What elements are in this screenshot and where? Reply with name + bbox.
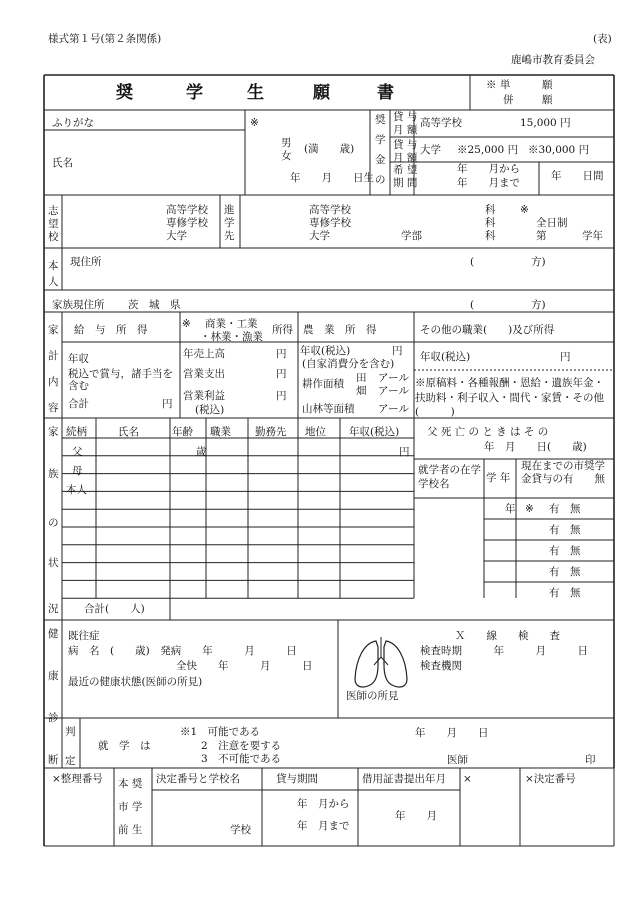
desired-period-label-b: 期 間	[393, 177, 418, 189]
farm-are-2: アール	[378, 385, 409, 397]
enrolled-head: 就学者の在学学校名	[418, 464, 481, 490]
person-label-1: 本	[48, 260, 59, 272]
address-label: 現住所	[70, 256, 102, 268]
loan-amount-label-1b: 月 額	[393, 124, 418, 136]
title-char: 願	[313, 83, 330, 103]
farm-upland: 畑	[356, 385, 367, 397]
aspiration-school-2: 専修学校	[166, 217, 208, 229]
family-address-direction: 方)	[531, 299, 546, 311]
yesno-1: 有 無	[549, 503, 581, 515]
birthdate: 年 月 日生	[290, 172, 374, 184]
decision-head: 決定番号と学校名	[156, 773, 240, 785]
salary-total: 合計	[68, 398, 89, 410]
univ-label: 大学	[420, 144, 441, 156]
faculty-label: 学部	[401, 230, 422, 242]
person-label-2: 人	[48, 276, 59, 288]
cert-head: 借用証書提出年月	[362, 773, 446, 785]
income-label-1: 家	[48, 324, 59, 336]
family-label-2: 族	[48, 468, 59, 480]
combined-label2: 願	[542, 94, 553, 106]
other-annual-yen: 円	[560, 351, 571, 363]
family-address-label: 家族現住所	[52, 299, 105, 311]
aspiration-label-3: 校	[48, 231, 59, 243]
aspiration-label-1: 志	[48, 205, 59, 217]
other-annual: 年収(税込)	[420, 351, 471, 363]
header-position: 地位	[305, 426, 326, 438]
age: (満 歳)	[304, 143, 355, 155]
aspiration-label-2: 望	[48, 218, 59, 230]
row-mother: 母	[72, 465, 83, 477]
period-head: 貸与期間	[276, 773, 318, 785]
seal-label: 印	[585, 754, 596, 766]
income-label-3: 内	[48, 376, 59, 388]
yesno-3: 有 無	[549, 545, 581, 557]
grade-suffix: 学年	[582, 230, 603, 242]
period-from: 年 月から	[457, 163, 520, 175]
sex-female: 女	[281, 150, 292, 162]
title-char: 学	[186, 83, 203, 103]
farm-annual-yen: 円	[392, 345, 403, 357]
recovered-line: 全快 年 月 日	[176, 660, 313, 672]
other-note: ※原稿料・各種報酬・恩給・遺族年金・扶助料・利子収入・間代・家賃・その他( )	[415, 377, 604, 419]
history-label: 既往症	[68, 630, 100, 642]
issuer: 鹿嶋市教育委員会	[511, 54, 595, 66]
address-paren: (	[470, 256, 475, 268]
aspiration-school-1: 高等学校	[166, 204, 208, 216]
father-death-date: 年 月 日( 歳)	[484, 441, 587, 453]
header-age: 年齢	[172, 426, 193, 438]
header-income: 年収(税込)	[349, 426, 400, 438]
furigana-label: ふりがな	[52, 117, 94, 129]
single-mark: ※ 単	[486, 79, 511, 91]
period-from: 年 月から	[297, 798, 350, 810]
farm-self: (自家消費分を含む)	[302, 358, 395, 370]
x-mark: ×	[463, 773, 472, 785]
salary-bonus: 税込で賞与，諸手当を含む	[68, 368, 173, 393]
family-total: 合計( 人)	[84, 603, 145, 615]
xray-label: Ｘ 線 検 査	[455, 630, 560, 642]
desired-period-label: 希 望	[393, 164, 418, 176]
title-char: 書	[377, 83, 394, 103]
header-workplace: 勤務先	[255, 426, 287, 438]
title-char: 奨	[116, 83, 133, 103]
scholar-label-3: 前 生	[118, 824, 143, 836]
star-mark: ※	[250, 117, 259, 129]
star-mark: ※	[520, 204, 529, 216]
family-label-4: 状	[48, 557, 59, 569]
scholar-label-1: 本 奨	[118, 778, 143, 790]
biz-expense-yen: 円	[276, 368, 287, 380]
farm-field: 田	[356, 372, 367, 384]
title-char: 生	[247, 83, 264, 103]
father-income-yen: 円	[399, 446, 410, 458]
biz-profit-yen: 円	[276, 390, 287, 402]
farm-are-3: アール	[378, 403, 409, 415]
farm-annual: 年収(税込)	[300, 345, 351, 357]
family-address-paren: (	[470, 299, 475, 311]
course-3: 科	[485, 230, 496, 242]
single-label: 願	[542, 79, 553, 91]
dest-school-2: 専修学校	[309, 217, 351, 229]
biz-head-1: 商業・工業	[205, 318, 258, 330]
biz-head-3: 所得	[272, 324, 293, 336]
biz-head-2: ・林業・漁業	[200, 331, 263, 343]
form-number: 様式第１号(第２条関係)	[48, 33, 162, 45]
farm-head: 農 業 所 得	[303, 324, 377, 336]
judge-option-1: ※1 可能である	[180, 726, 261, 738]
biz-sales: 年売上高	[183, 348, 225, 360]
disease-line: 病 名 ( 歳) 発病 年 月 日	[68, 645, 297, 657]
salary-yen: 円	[162, 398, 173, 410]
high-school-amount: 15,000 円	[520, 117, 571, 129]
grade-prefix: 第	[536, 230, 547, 242]
health-label-4: 断	[48, 754, 59, 766]
sex-male: 男	[281, 137, 292, 149]
yesno-2: 有 無	[549, 524, 581, 536]
lungs-icon	[352, 635, 410, 691]
header-name: 氏名	[118, 426, 139, 438]
income-label-4: 容	[48, 402, 59, 414]
aspiration-school-3: 大学	[166, 230, 187, 242]
judge-option-3: 3 不可能である	[201, 753, 282, 765]
star-mark: ※	[525, 503, 534, 515]
recent-health: 最近の健康状態(医師の所見)	[68, 676, 203, 688]
dest-school-3: 大学	[309, 230, 330, 242]
ref-no-label: ×整理番号	[52, 773, 103, 785]
doctor-label: 医師	[447, 754, 468, 766]
other-head: その他の職業( )及び所得	[420, 324, 555, 336]
period-to: 年 月まで	[297, 820, 350, 832]
period-to: 年 月まで	[457, 177, 520, 189]
biz-expense: 営業支出	[183, 368, 225, 380]
scholarship-label-4: の	[375, 174, 386, 186]
name-label: 氏名	[52, 157, 73, 169]
univ-amount-2: ※30,000 円	[528, 144, 590, 156]
exam-date: 検査時期 年 月 日	[420, 645, 588, 657]
course-2: 科	[485, 217, 496, 229]
univ-amount-1: ※25,000 円	[457, 144, 519, 156]
period-days: 年 日間	[551, 170, 604, 182]
current-loan-head: 現在までの市奨学金貸与の有 無	[521, 460, 605, 486]
doctor-opinion: 医師の所見	[346, 690, 399, 702]
judge-option-2: 2 注意を要する	[201, 740, 282, 752]
loan-amount-label-2b: 月 額	[393, 152, 418, 164]
scholar-label-2: 市 学	[118, 801, 143, 813]
course-1: 科	[485, 204, 496, 216]
biz-profit-tax: (税込)	[195, 404, 225, 416]
exam-org: 検査機関	[420, 660, 462, 672]
row-father: 父	[72, 446, 83, 458]
yesno-4: 有 無	[549, 566, 581, 578]
health-label-3: 診	[48, 712, 59, 724]
address-direction: 方)	[531, 256, 546, 268]
health-label-2: 康	[48, 670, 59, 682]
judge-text: 就 学 は	[98, 740, 151, 752]
farm-area: 耕作面積	[302, 378, 344, 390]
cert-ym: 年 月	[395, 810, 437, 822]
farm-forest: 山林等面積	[302, 403, 355, 415]
yesno-5: 有 無	[549, 587, 581, 599]
salary-annual: 年収	[68, 353, 89, 365]
progress-label-1: 進	[224, 204, 235, 216]
decision-no-label: ×決定番号	[525, 773, 576, 785]
scholarship-label-2: 学	[375, 134, 386, 146]
high-school-label: 高等学校	[420, 117, 462, 129]
father-age-unit: 歳	[196, 446, 207, 458]
header-relation: 続柄	[66, 426, 87, 438]
row-self: 本人	[66, 484, 87, 496]
biz-head-star: ※	[182, 318, 191, 330]
progress-label-2: 学	[224, 217, 235, 229]
fulltime-label: 全日制	[536, 217, 568, 229]
header-job: 職業	[210, 426, 231, 438]
year-label: 年	[505, 503, 516, 515]
salary-head: 給 与 所 得	[74, 324, 148, 336]
income-label-2: 計	[48, 350, 59, 362]
biz-sales-yen: 円	[276, 348, 287, 360]
progress-label-3: 先	[224, 230, 235, 242]
father-death: 父 死 亡 の と き は そ の	[427, 426, 549, 438]
judge-label-1: 判	[65, 726, 76, 738]
side-label: (表)	[593, 33, 612, 45]
family-address-pref: 茨 城 県	[128, 299, 181, 311]
dest-school-1: 高等学校	[309, 204, 351, 216]
judge-label-2: 定	[65, 755, 76, 767]
judge-date: 年 月 日	[415, 727, 489, 739]
farm-are-1: アール	[378, 372, 409, 384]
combined-label: 併	[503, 94, 514, 106]
family-label-3: の	[48, 517, 59, 529]
school-label: 学校	[230, 824, 251, 836]
grade-head: 学 年	[486, 472, 511, 484]
health-label-1: 健	[48, 628, 59, 640]
scholarship-label-3: 金	[375, 154, 386, 166]
biz-profit: 営業利益	[183, 390, 225, 402]
family-label-5: 況	[48, 603, 59, 615]
loan-amount-label-2: 貸 与	[393, 139, 418, 151]
scholarship-label-1: 奨	[375, 114, 386, 126]
loan-amount-label-1: 貸 与	[393, 111, 418, 123]
family-label-1: 家	[48, 426, 59, 438]
